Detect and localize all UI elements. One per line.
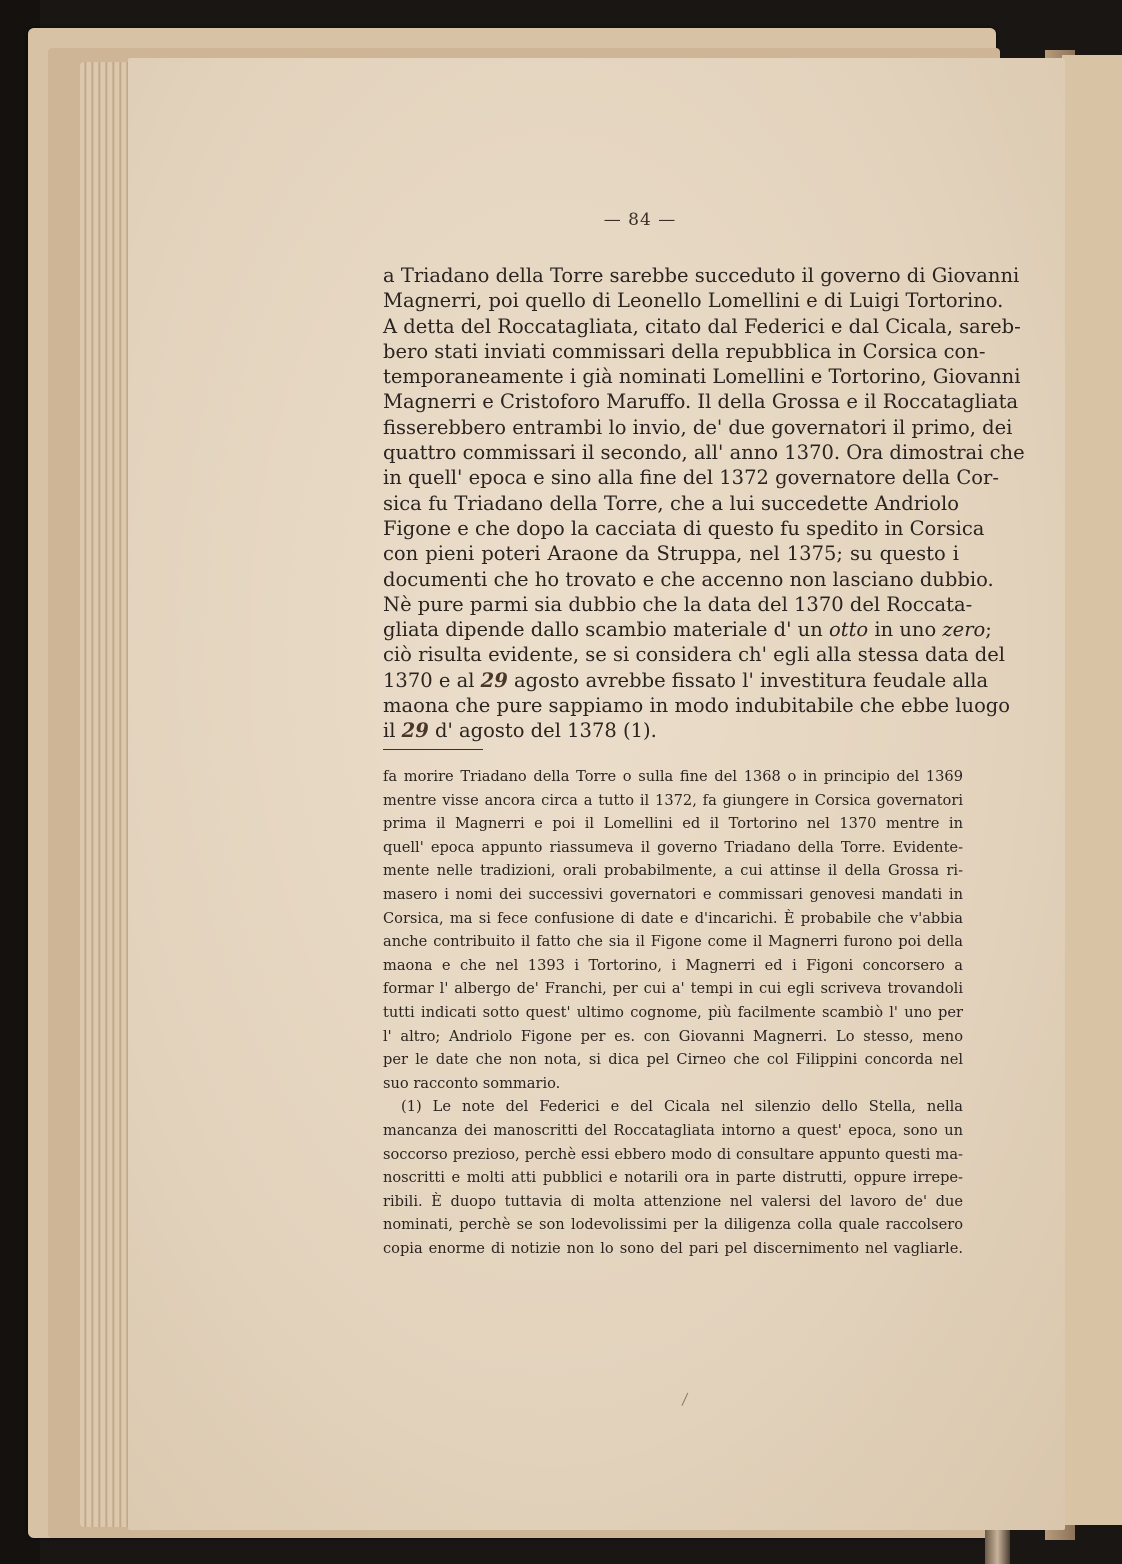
body-line: Figone e che dopo la cacciata di questo fu spedito in Corsica xyxy=(383,516,985,540)
footnote-line: ribili. È duopo tuttavia di molta attenzione nel valersi del lavoro de' due xyxy=(383,1192,963,1210)
footnotes-block xyxy=(383,765,963,1260)
body-line: in quell' epoca e sino alla fine del 1372 governatore della Cor- xyxy=(383,466,999,490)
footnote-line: soccorso prezioso, perchè essi ebbero modo di consultare appunto questi ma- xyxy=(383,1145,963,1163)
footnote-line: mente nelle tradizioni, orali probabilmente, a cui attinse il della Grossa ri- xyxy=(383,862,963,880)
footnote-rule xyxy=(383,749,483,750)
footnote-line: nominati, perchè se son lodevolissimi per la diligenza colla quale raccolsero xyxy=(383,1216,963,1234)
body-line: fisserebbero entrambi lo invio, de' due governatori il primo, dei xyxy=(383,415,1013,439)
footnote-line: copia enorme di notizie non lo sono del pari pel discernimento nel vagliarle. xyxy=(383,1239,963,1257)
footnote-line: anche contribuito il fatto che sia il Figone come il Magnerri furono poi della xyxy=(383,933,963,951)
text-segment: il xyxy=(383,719,402,743)
text-segment: d' agosto del 1378 (1). xyxy=(428,719,657,743)
body-line: A detta del Roccatagliata, citato dal Federici e dal Cicala, sareb- xyxy=(383,314,1021,338)
footnote-line: tutti indicati sotto quest' ultimo cognome, più facilmente scambiò l' uno per xyxy=(383,1003,963,1021)
footnote-line: fa morire Triadano della Torre o sulla fine del 1368 o in principio del 1369 xyxy=(383,768,963,785)
footnote-line: mentre visse ancora circa a tutto il 1372, fa giungere in Corsica governatori xyxy=(383,791,963,809)
facing-page-edge xyxy=(1062,55,1122,1525)
footnote-line: (1) Le note del Federici e del Cicala nel silenzio dello Stella, nella xyxy=(401,1098,963,1116)
footnote-line: Corsica, ma si fece confusione di date e d'incarichi. È probabile che v'abbia xyxy=(383,909,963,927)
footnote-line: prima il Magnerri e poi il Lomellini ed il Tortorino nel 1370 mentre in xyxy=(383,815,963,833)
page-number: — 84 — xyxy=(603,210,677,230)
main-text-block xyxy=(383,263,1025,744)
footnote-line: mancanza dei manoscritti del Roccatagliata intorno a quest' epoca, sono un xyxy=(383,1121,963,1139)
body-line: sica fu Triadano della Torre, che a lui succedette Andriolo xyxy=(383,491,959,515)
body-line: a Triadano della Torre sarebbe succeduto il governo di Giovanni xyxy=(383,264,1020,287)
body-line: temporaneamente i già nominati Lomellini e Tortorino, Giovanni xyxy=(383,365,1021,389)
text-segment: 1370 e al xyxy=(383,668,481,692)
body-line: Magnerri, poi quello di Leonello Lomellini e di Luigi Tortorino. xyxy=(383,289,1004,313)
body-line: quattro commissari il secondo, all' anno 1370. Ora dimostrai che xyxy=(383,441,1025,465)
body-line: bero stati inviati commissari della repubblica in Corsica con- xyxy=(383,339,986,363)
footnote-line: maona e che nel 1393 i Tortorino, i Magnerri ed i Figoni concorsero a xyxy=(383,956,963,974)
footnote-line: formar l' albergo de' Franchi, per cui a' tempi in cui egli scriveva trovandoli xyxy=(383,980,963,998)
footnote-line: masero i nomi dei successivi governatori e commissari genovesi mandati in xyxy=(383,885,963,903)
handwritten-correction: 29 xyxy=(480,668,508,692)
body-line: ciò risulta evidente, se si considera ch' egli alla stessa data del xyxy=(383,643,1005,667)
body-line: con pieni poteri Araone da Struppa, nel 1375; su questo i xyxy=(383,542,959,566)
body-line: maona che pure sappiamo in modo indubitabile che ebbe luogo xyxy=(383,694,1011,718)
footnote-line: quell' epoca appunto riassumeva il governo Triadano della Torre. Evidente- xyxy=(383,838,963,856)
footnote-line: l' altro; Andriolo Figone per es. con Giovanni Magnerri. Lo stesso, meno xyxy=(383,1027,963,1045)
body-line-italic-words: gliata dipende dallo scambio materiale d' un otto in uno zero; xyxy=(383,618,992,642)
body-line: Nè pure parmi sia dubbio che la data del 1370 del Roccata- xyxy=(383,592,973,616)
footnote-line: noscritti e molti atti pubblici e notarili ora in parte distrutti, oppure irrepe- xyxy=(383,1169,963,1187)
handwritten-correction: 29 xyxy=(401,719,429,743)
body-line: documenti che ho trovato e che accenno non lasciano dubbio. xyxy=(383,567,994,591)
text-segment: agosto avrebbe fissato l' investitura feudale alla xyxy=(507,668,989,692)
footnote-line: per le date che non nota, si dica pel Cirneo che col Filippini concorda nel xyxy=(383,1051,963,1069)
body-line: Magnerri e Cristoforo Maruffo. Il della Grossa e il Roccatagliata xyxy=(383,390,1019,414)
body-line-handwritten-correction xyxy=(383,718,959,743)
body-line-handwritten-correction xyxy=(383,668,989,693)
footnote-line: suo racconto sommario. xyxy=(383,1074,561,1092)
